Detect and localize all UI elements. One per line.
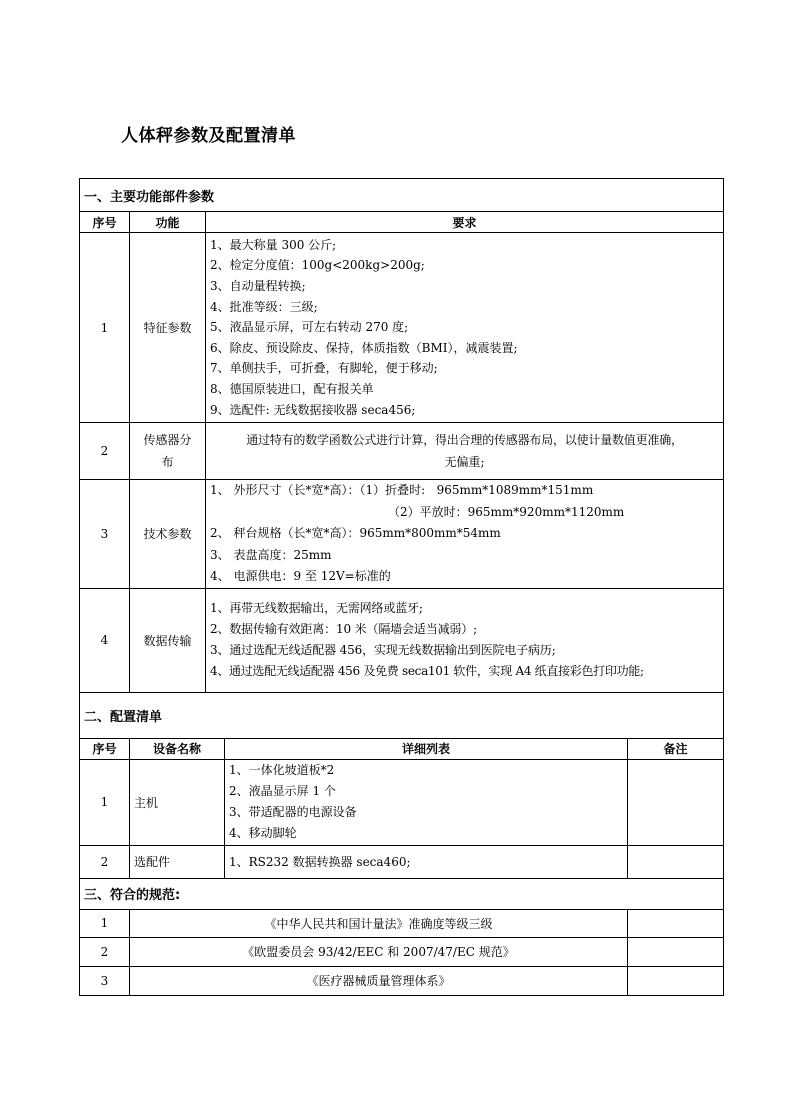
requirement-line: 7、单侧扶手，可折叠，有脚轮，便于移动; (210, 361, 438, 376)
row-requirement (206, 588, 724, 692)
col-header-detail: 详细列表 (225, 738, 628, 759)
row-requirement (206, 423, 724, 480)
section2-heading-row (80, 692, 724, 738)
table-row (80, 423, 724, 480)
section1-header-row (80, 212, 724, 233)
requirement-line: （2）平放时：965mm*920mm*1120mm (388, 504, 625, 519)
table-row (80, 937, 724, 966)
requirement-line: 3、自动量程转换; (210, 279, 306, 294)
row-device-name: 主机 (130, 759, 225, 845)
table-row (80, 845, 724, 878)
row-standard: 《中华人民共和国计量法》准确度等级三级 (130, 909, 628, 937)
section1-heading: 一、主要功能部件参数 (80, 179, 724, 212)
table-row (80, 480, 724, 589)
col-header-function: 功能 (130, 212, 206, 233)
col-header-requirement: 要求 (206, 212, 724, 233)
col-header-no: 序号 (80, 212, 130, 233)
table-row (80, 966, 724, 995)
row-no: 1 (80, 759, 130, 845)
col-header-no: 序号 (80, 738, 130, 759)
row-no: 4 (80, 588, 130, 692)
row-no: 3 (80, 480, 130, 589)
row-requirement (206, 480, 724, 589)
requirement-line: 4、通过选配无线适配器 456 及免费 seca101 软件，实现 A4 纸直接彩色打印功能; (210, 664, 644, 678)
detail-line: 4、移动脚轮 (229, 825, 297, 840)
requirement-line: 3、通过选配无线适配器 456，实现无线数据输出到医院电子病历; (210, 643, 556, 657)
detail-line: 3、带适配器的电源设备 (229, 805, 357, 819)
row-standard: 《医疗器械质量管理体系》 (130, 966, 628, 995)
page-title: 人体秤参数及配置清单 (121, 126, 296, 146)
row-no: 1 (80, 233, 130, 423)
row-no: 2 (80, 423, 130, 480)
requirement-line: 4、 电源供电：9 至 12V=标准的 (210, 569, 391, 583)
col-header-remark: 备注 (628, 738, 724, 759)
row-no: 2 (80, 937, 130, 966)
requirement-line: 6、除皮、预设除皮、保持，体质指数（BMI），减震装置; (210, 340, 518, 355)
requirement-line: 2、 秤台规格（长*宽*高）：965mm*800mm*54mm (210, 526, 501, 540)
requirement-line: 5、液晶显示屏，可左右转动 270 度; (210, 320, 409, 335)
requirement-line: 通过特有的数学函数公式进行计算，得出合理的传感器布局，以使计量数值更准确， (246, 433, 683, 447)
requirement-line: 无偏重; (444, 455, 485, 469)
table-row (80, 588, 724, 692)
function-line: 布 (161, 455, 174, 469)
requirement-line: 1、再带无线数据输出，无需网络或蓝牙; (210, 601, 423, 615)
requirement-line: 2、数据传输有效距离：10 米（隔墙会适当减弱）; (210, 622, 478, 636)
requirement-line: 2、检定分度值：100g<200kg>200g; (210, 258, 425, 273)
row-no: 3 (80, 966, 130, 995)
requirement-line: 9、选配件: 无线数据接收器 seca456; (210, 402, 416, 417)
requirement-line: 8、德国原装进口，配有报关单 (210, 381, 374, 396)
row-remark (628, 937, 724, 966)
row-remark (628, 759, 724, 845)
detail-line: 1、RS232 数据转换器 seca460; (229, 855, 411, 869)
function-line: 传感器分 (143, 433, 192, 447)
row-no: 2 (80, 845, 130, 878)
detail-line: 1、一体化坡道板*2 (229, 763, 335, 778)
row-remark (628, 966, 724, 995)
section3-heading-row (80, 878, 724, 909)
requirement-line: 3、 表盘高度：25mm (210, 547, 332, 562)
requirement-line: 4、批准等级：三级; (210, 299, 318, 314)
row-device-name: 选配件 (130, 845, 225, 878)
section2-heading: 二、配置清单 (80, 692, 724, 738)
row-remark (628, 845, 724, 878)
table-row (80, 233, 724, 423)
detail-line: 2、液晶显示屏 1 个 (229, 784, 336, 799)
requirement-line: 1、 外形尺寸（长*宽*高）：（1）折叠时: 965mm*1089mm*151mm (210, 483, 594, 497)
row-detail (225, 845, 628, 878)
row-function: 技术参数 (130, 480, 206, 589)
section3-heading: 三、符合的规范: (80, 878, 724, 909)
table-row (80, 759, 724, 845)
table-row (80, 909, 724, 937)
row-no: 1 (80, 909, 130, 937)
row-function (130, 423, 206, 480)
requirement-line: 1、最大称量 300 公斤; (210, 237, 337, 252)
row-remark (628, 909, 724, 937)
row-standard: 《欧盟委员会 93/42/EEC 和 2007/47/EC 规范》 (130, 937, 628, 966)
row-detail (225, 759, 628, 845)
row-requirement (206, 233, 724, 423)
section1-heading-row (80, 179, 724, 212)
row-function: 特征参数 (130, 233, 206, 423)
row-function: 数据传输 (130, 588, 206, 692)
col-header-name: 设备名称 (130, 738, 225, 759)
section2-header-row (80, 738, 724, 759)
spec-table (79, 178, 724, 996)
